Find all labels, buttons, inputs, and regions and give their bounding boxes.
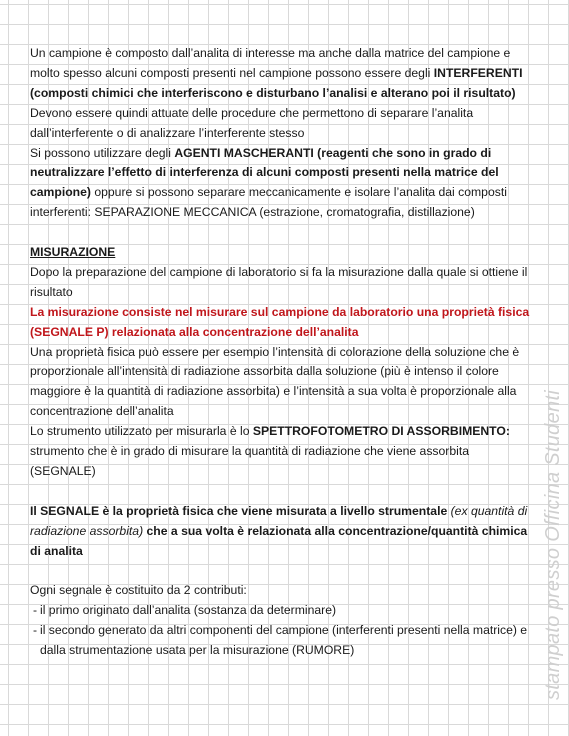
watermark-logo: stampato presso Officina Studenti xyxy=(542,389,564,700)
heading-misurazione: MISURAZIONE xyxy=(30,245,116,260)
interferenti-bold: INTERFERENTI (composti chimici che interferiscono e disturbano l’analisi e alterano poi il risultato) xyxy=(30,65,523,100)
spettrofotometro-bold: SPETTROFOTOMETRO DI ASSORBIMENTO: xyxy=(252,424,510,439)
list-dash: - xyxy=(33,623,38,638)
paragraph-proprieta: Una proprietà fisica può essere per esempio l’intensità di colorazione della soluzione che è proporzionale all’intensità di radiazione assorbita dalla soluzione (più è intenso il colore maggiore è la quantità di radiazione assorbita) e l’intensità a sua volta è proporzionale alla concentrazione dell’analita xyxy=(30,344,520,419)
list-item: - il secondo generato da altri componenti del campione (interferenti presenti nella matrice) e dalla strumentazione usata per la misurazione (RUMORE) xyxy=(33,623,528,658)
paragraph-interferenti: Un campione è composto dall’analita di interesse ma anche dalla matrice del campione e molto spesso alcuni composti presenti nel campione possono essere degli INTERFERENTI (composti chimici che interferiscono e disturbano l’analisi e alterano poi il risultato) xyxy=(30,46,523,100)
document-body xyxy=(30,44,538,661)
paragraph-preparazione: Dopo la preparazione del campione di laboratorio si fa la misurazione dalla quale si ottiene il risultato xyxy=(30,264,528,299)
paragraph-contributi-intro: Ogni segnale è costituito da 2 contributi: xyxy=(30,583,247,598)
paragraph-procedure: Devono essere quindi attuate delle procedure che permettono di separare l’analita dall’interferente o di analizzare l’interferente stesso xyxy=(30,105,474,140)
spacer xyxy=(30,223,538,243)
paragraph-definition-red: La misurazione consiste nel misurare sul campione da laboratorio una proprietà fisica (SEGNALE P) relazionata alla concentrazione dell’analita xyxy=(30,304,530,339)
spacer xyxy=(30,562,538,582)
spacer xyxy=(30,482,538,502)
paragraph-agenti: Si possono utilizzare degli AGENTI MASCHERANTI (reagenti che sono in grado di neutralizzare l’effetto di interferenza di alcuni composti presenti nella matrice del campione) oppure si possono separare meccanicamente e isolare l’analita dai composti interferenti: SEPARAZIONE MECCANICA (estrazione, cromatografia, distillazione) xyxy=(30,145,507,220)
list-item: - il primo originato dall’analita (sostanza da determinare) xyxy=(30,601,538,621)
list-dash: - xyxy=(33,603,38,618)
segnale-example: (ex quantità di radiazione assorbita) xyxy=(30,503,528,538)
agenti-bold: AGENTI MASCHERANTI (reagenti che sono in grado di neutralizzare l’effetto di interferenza di alcuni composti presenti nella matrice del campione) xyxy=(30,145,499,200)
paragraph-segnale: Il SEGNALE è la proprietà fisica che viene misurata a livello strumentale (ex quantità di radiazione assorbita) che a sua volta è relazionata alla concentrazione/quantità chimica di analita xyxy=(30,503,528,558)
paragraph-strumento: Lo strumento utilizzato per misurarla è lo SPETTROFOTOMETRO DI ASSORBIMENTO: strumento che è in grado di misurare la quantità di radiazione che viene assorbita (SEGNALE) xyxy=(30,424,510,479)
